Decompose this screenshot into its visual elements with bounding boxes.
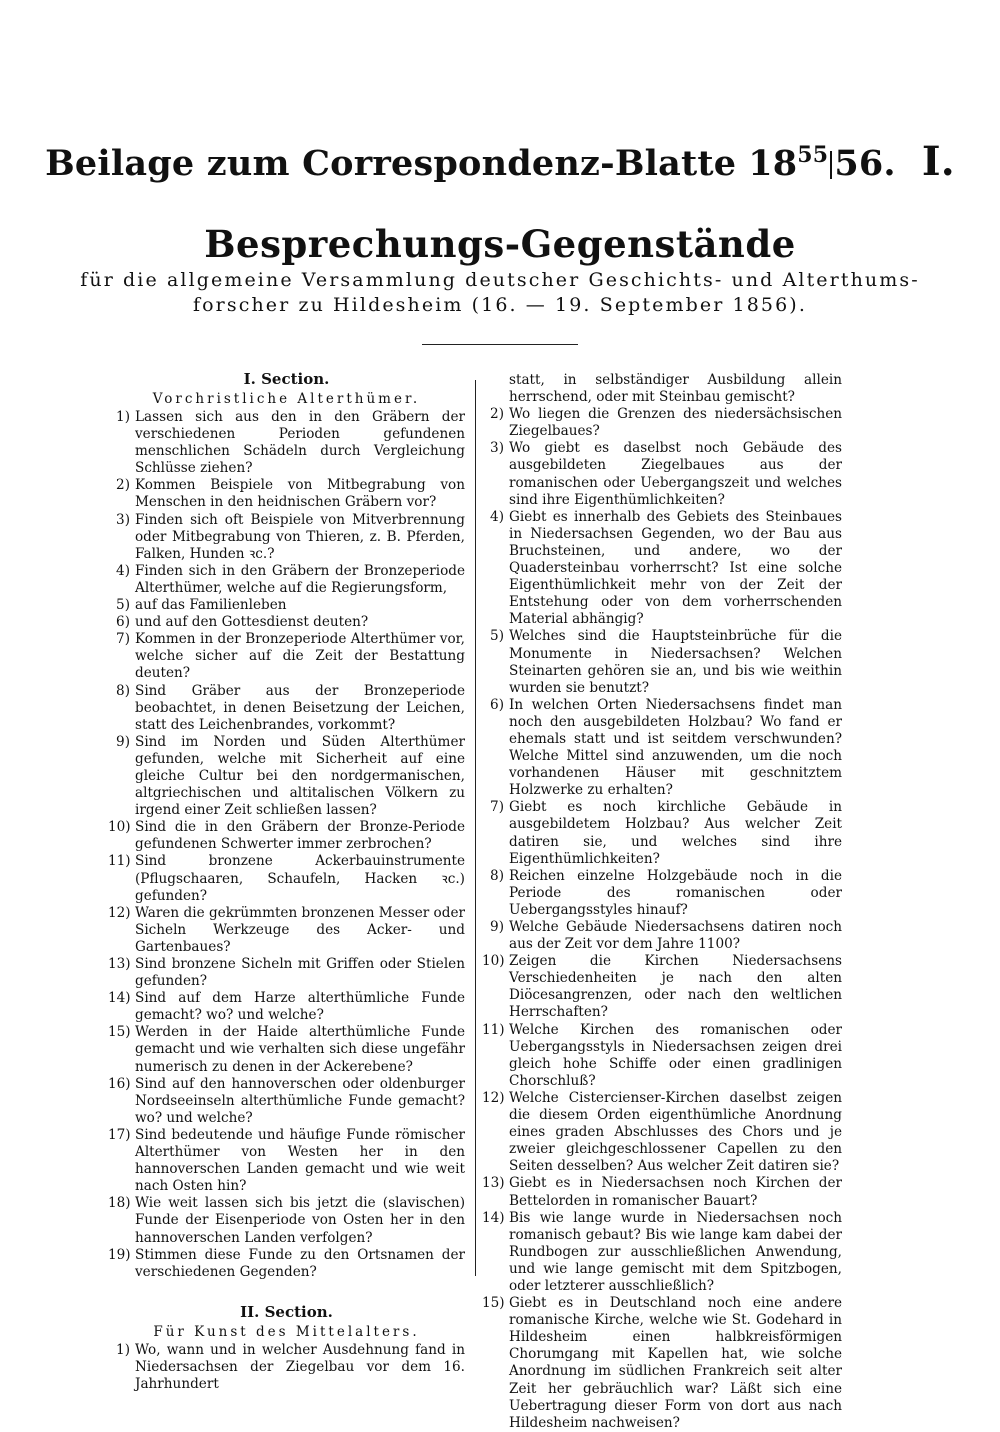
list-item [482,868,842,919]
item-number: 17) [108,1126,131,1143]
list-item [108,1127,465,1195]
item-text: Giebt es noch kirchliche Gebäude in ausgebildetem Holzbau? Aus welcher Zeit datiren sie, und welches sind ihre Eigenthümlichkeiten? [509,799,842,867]
item-text: Reichen einzelne Holzgebäude noch in die Periode des romanischen oder Uebergangsstyles hinauf? [509,867,842,918]
item-number: 7) [490,799,504,816]
section-2-items [108,1342,465,1393]
item-text: Welche Cistercienser-Kirchen daselbst zeigen die diesem Orden eigenthümliche Anordnung eines graden Abschlusses des Chors und je zweier gleichgeschlossener Capellen zu den Seiten desselben? Aus welcher Zeit datiren sie? [509,1089,842,1175]
year-divider [830,151,832,179]
list-item [108,563,465,597]
list-item [482,1210,842,1295]
item-number: 15) [482,1295,505,1312]
subtitle-line-2: forscher zu Hildesheim (16. — 19. September 1856). [193,294,807,316]
item-text: auf das Familienleben [135,597,287,614]
list-item [108,990,465,1024]
list-item [108,734,465,819]
item-number: 10) [482,953,505,970]
item-text: und auf den Gottesdienst deuten? [135,614,369,631]
item-text: Finden sich in den Gräbern der Bronzeperiode Alterthümer, welche auf die Regierungsform, [135,562,465,596]
list-item [108,614,465,631]
year-suffix: 56. [834,143,896,184]
list-item [108,409,465,477]
left-column [108,370,465,1393]
list-item [482,1022,842,1090]
item-number: 5) [116,597,130,614]
title-rule [422,344,578,345]
item-text: Stimmen diese Funde zu den Ortsnamen der verschiedenen Gegenden? [135,1246,465,1280]
item-number: 1) [116,1341,130,1358]
item-number: 11) [108,853,131,870]
section-2-subheading: Für Kunst des Mittelalters. [153,1323,420,1340]
list-item [108,1247,465,1281]
item-text: In welchen Orten Niedersachsens findet man noch den ausgebildeten Holzbau? Wo fand er ehemals statt und ist seitdem verschwunden? Welche Mittel sind anzuwenden, um die noch vorhandenen Häuser mit geschnitztem Holzwerke zu erhalten? [509,696,842,799]
list-item [482,919,842,953]
section-1-items [108,409,465,1281]
item-text: Sind auf dem Harze alterthümliche Funde gemacht? wo? und welche? [135,990,465,1024]
item-text: Giebt es in Niedersachsen noch Kirchen der Bettelorden in romanischer Bauart? [509,1175,842,1209]
item-number: 8) [490,867,504,884]
list-item [108,1195,465,1246]
list-item [482,1295,842,1432]
item-number: 10) [108,819,131,836]
item-text: Giebt es innerhalb des Gebiets des Steinbaues in Niedersachsen Gegenden, wo der Bau aus Bruchsteinen, und andere, wo der Quadersteinbau vorherrscht? Ist eine solche Eigenthümlichkeit mehr von der Zeit der Entstehung oder von dem vorherrschenden Material abhängig? [509,508,842,628]
item-text: Waren die gekrümmten bronzenen Messer oder Sicheln Werkzeuge des Acker- und Gartenbaues? [135,904,465,955]
item-text: Welche Kirchen des romanischen oder Uebergangsstyls in Niedersachsen zeigen drei gleich hohe Schiffe oder einen gradlinigen Chorschluß? [509,1021,842,1089]
item-number: 4) [490,508,504,525]
list-item [482,406,842,440]
item-number: 2) [490,406,504,423]
item-text: Wo giebt es daselbst noch Gebäude des ausgebildeten Ziegelbaues aus der romanischen oder Uebergangszeit und welches sind ihre Eigenthümlichkeiten? [509,440,842,508]
item-number: 9) [490,919,504,935]
item-number: 1) [116,409,130,425]
item-text: Giebt es in Deutschland noch eine andere romanische Kirche, welche wie St. Godehard in Hildesheim einen halbkreisförmigen Chorumgang mit Kapellen hat, wie solche Anordnung im südlichen Frankreich seit alter Zeit her gebräuchlich war? Läßt sich eine Uebertragung dieser Form von dort aus nach Hildesheim nachweisen? [509,1295,842,1431]
list-item [482,509,842,629]
item-text: Wo, wann und in welcher Ausdehnung fand in Niedersachsen der Ziegelbau vor dem 16. Jahrhundert [135,1341,465,1392]
item-text: Sind im Norden und Süden Alterthümer gefunden, welche mit Sicherheit auf eine gleiche Cultur bei den nordgermanischen, altgriechischen und altitalischen Völkern zu irgend einer Zeit schließen lassen? [135,733,465,819]
section-2-item-1-continuation: statt, in selbständiger Ausbildung allein herrschend, oder mit Steinbau gemischt? [509,372,842,406]
item-number: 18) [108,1195,131,1212]
section-1-subheading: Vorchristliche Alterthümer. [152,391,421,407]
list-item [108,1024,465,1075]
list-item [482,799,842,867]
item-text: Sind Gräber aus der Bronzeperiode beobachtet, in denen Beisetzung der Leichen, statt des Leichenbrandes, vorkommt? [135,682,465,733]
page-title: Besprechungs-Gegenstände [204,222,796,266]
item-text: Sind bronzene Sicheln mit Griffen oder Stielen gefunden? [135,956,465,990]
item-number: 6) [116,614,130,631]
item-text: Sind bedeutende und häufige Funde römischer Alterthümer von Westen her in den hannoverschen Landen gemacht und wie weit nach Osten hin? [135,1126,465,1195]
item-number: 13) [108,956,131,972]
year-century: 18 [748,143,798,184]
list-item [482,1175,842,1209]
list-item [108,819,465,853]
list-item [108,683,465,734]
list-item [482,628,842,696]
item-number: 14) [482,1209,505,1226]
item-text: Sind die in den Gräbern der Bronze-Periode gefundenen Schwerter immer zerbrochen? [135,819,465,853]
item-number: 2) [116,477,130,494]
item-number: 9) [116,733,130,750]
item-number: 12) [108,904,131,921]
item-number: 3) [490,440,504,457]
list-item [482,1090,842,1175]
masthead-text: Beilage zum Correspondenz-Blatte [45,143,737,184]
item-number: 13) [482,1175,505,1192]
section-2-right-items [482,406,842,1432]
masthead [0,138,1000,185]
list-item [482,697,842,800]
item-text: Zeigen die Kirchen Niedersachsens Verschiedenheiten je nach den alten Diöcesangrenzen, oder nach den weltlichen Herrschaften? [509,953,842,1021]
item-number: 4) [116,562,130,579]
list-item [108,956,465,990]
year-superscript: 55 [797,142,829,168]
item-text: Wo liegen die Grenzen des niedersächsischen Ziegelbaues? [509,406,842,440]
item-text: Sind auf den hannoverschen oder oldenburger Nordseeinseln alterthümliche Funde gemacht? wo? und welche? [135,1075,465,1126]
list-item [108,631,465,682]
item-text: Lassen sich aus den in den Gräbern der verschiedenen Perioden gefundenen menschlichen Schädeln durch Vergleichung Schlüsse ziehen? [135,409,465,477]
item-number: 16) [108,1075,131,1092]
supplement-number: I. [921,138,955,185]
item-text: Wie weit lassen sich bis jetzt die (slavischen) Funde der Eisenperiode von Osten her in den hannoverschen Landen verfolgen? [135,1195,465,1246]
item-number: 5) [490,628,504,645]
item-number: 11) [482,1021,505,1038]
list-item [108,853,465,904]
item-text: Finden sich oft Beispiele von Mitverbrennung oder Mitbegrabung von Thieren, z. B. Pferden, Falken, Hunden ꝛc.? [135,511,465,562]
item-number: 8) [116,682,130,699]
item-text: Welche Gebäude Niedersachsens datiren noch aus der Zeit vor dem Jahre 1100? [509,919,842,953]
column-divider [475,380,476,1276]
item-number: 7) [116,631,130,648]
list-item [482,440,842,508]
item-text: Werden in der Haide alterthümliche Funde gemacht und wie verhalten sich diese ungefähr numerisch zu denen in der Ackerebene? [135,1024,465,1075]
item-number: 12) [482,1089,505,1106]
list-item [108,597,465,614]
item-number: 3) [116,511,130,528]
list-item [108,1076,465,1127]
list-item [108,477,465,511]
list-item [108,512,465,563]
item-number: 15) [108,1024,131,1041]
item-number: 14) [108,990,131,1007]
item-text: Kommen in der Bronzeperiode Alterthümer vor, welche sicher auf die Zeit der Bestattung deuten? [135,631,465,682]
item-text: Kommen Beispiele von Mitbegrabung von Menschen in den heidnischen Gräbern vor? [135,477,465,511]
list-item [108,905,465,956]
subtitle-line-1: für die allgemeine Versammlung deutscher Geschichts- und Alterthums- [80,269,920,291]
item-number: 6) [490,696,504,713]
section-1-heading: I. Section. [243,370,330,388]
list-item [482,953,842,1021]
item-text: Bis wie lange wurde in Niedersachsen noch romanisch gebaut? Bis wie lange kam dabei der Rundbogen zur ausschließlichen Anwendung, und wie lange gemischt mit dem Spitzbogen, oder letzterer ausschließlich? [509,1209,842,1294]
right-column [482,372,842,1432]
item-number: 19) [108,1246,131,1263]
item-text: Welches sind die Hauptsteinbrüche für die Monumente in Niedersachsen? Welchen Steinarten gehören sie an, und bis wie weithin wurden sie benutzt? [509,628,842,696]
page-subtitle [0,268,1000,318]
section-2-heading: II. Section. [240,1302,333,1321]
list-item [108,1342,465,1393]
item-text: Sind bronzene Ackerbauinstrumente (Pflugschaaren, Schaufeln, Hacken ꝛc.) gefunden? [135,853,465,904]
